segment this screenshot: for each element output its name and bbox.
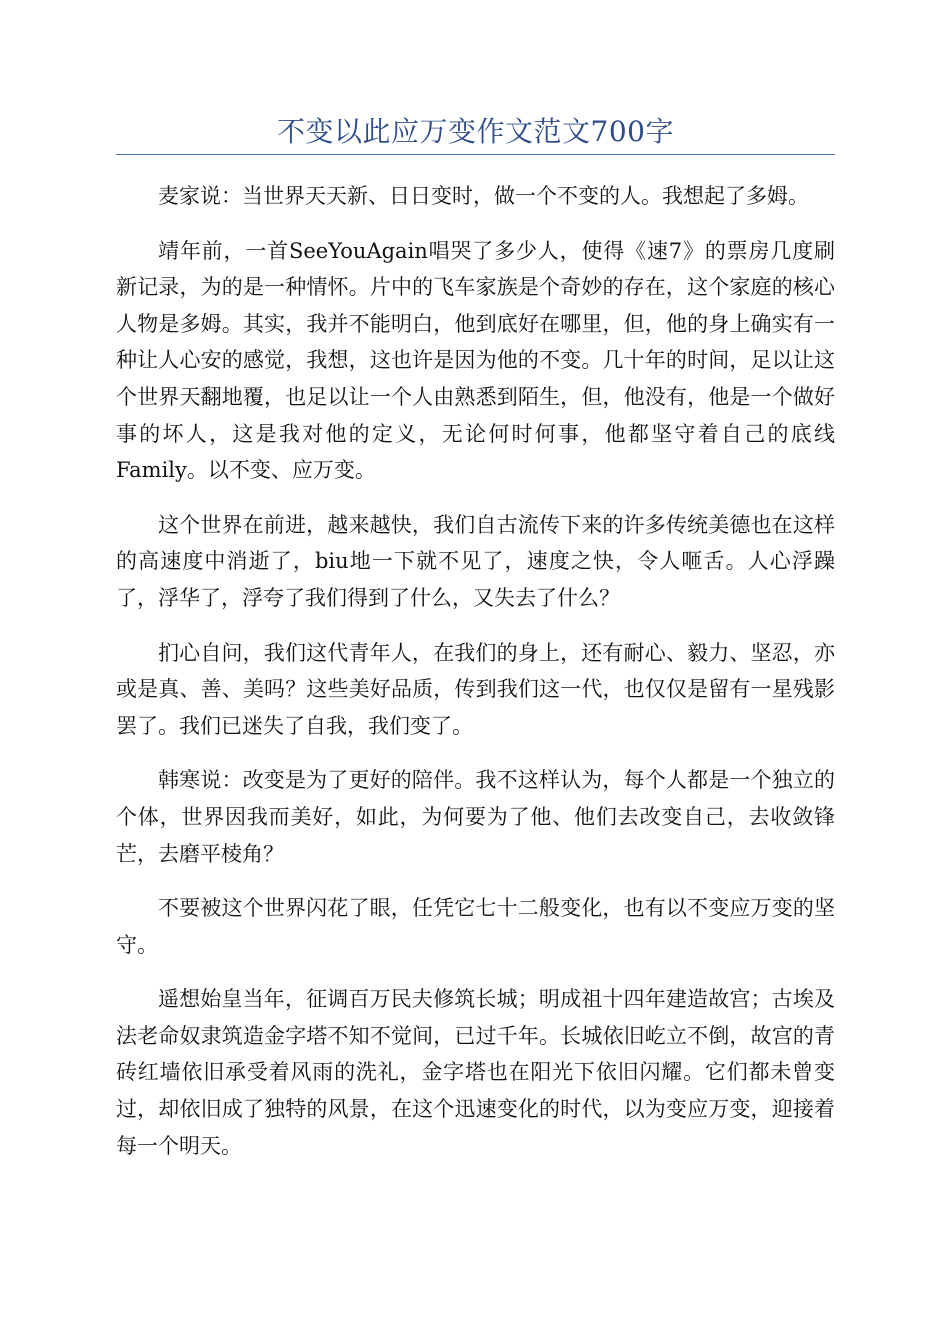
document-body [116, 178, 835, 1182]
paragraph: 麦家说：当世界天天新、日日变时，做一个不变的人。我想起了多姆。 [158, 184, 809, 208]
paragraph: 不要被这个世界闪花了眼，任凭它七十二般变化，也有以不变应万变的坚守。 [116, 896, 835, 957]
paragraph: 这个世界在前进，越来越快，我们自古流传下来的许多传统美德也在这样的高速度中消逝了，biu地一下就不见了，速度之快，令人咂舌。人心浮躁了，浮华了，浮夸了我们得到了什么，又失去了什么？ [116, 512, 835, 610]
paragraph: 扪心自问，我们这代青年人，在我们的身上，还有耐心、毅力、坚忍，亦或是真、善、美吗？这些美好品质，传到我们这一代，也仅仅是留有一星残影罢了。我们已迷失了自我，我们变了。 [116, 640, 835, 738]
paragraph: 韩寒说：改变是为了更好的陪伴。我不这样认为，每个人都是一个独立的个体，世界因我而美好，如此，为何要为了他、他们去改变自己，去收敛锋芒，去磨平棱角？ [116, 768, 835, 866]
paragraph: 靖年前，一首SeeYouAgain唱哭了多少人，使得《速7》的票房几度刷新记录，为的是一种情怀。片中的飞车家族是个奇妙的存在，这个家庭的核心人物是多姆。其实，我并不能明白，他到底好在哪里，但，他的身上确实有一种让人心安的感觉，我想，这也许是因为他的不变。几十年的时间，足以让这个世界天翻地覆，也足以让一个人由熟悉到陌生，但，他没有，他是一个做好事的坏人，这是我对他的定义，无论何时何事，他都坚守着自己的底线Family。以不变、应万变。 [116, 238, 835, 483]
document-title: 不变以此应万变作文范文700字 [277, 115, 674, 148]
title-underline [116, 154, 835, 155]
paragraph: 遥想始皇当年，征调百万民夫修筑长城；明成祖十四年建造故宫；古埃及法老命奴隶筑造金字塔不知不觉间，已过千年。长城依旧屹立不倒，故宫的青砖红墙依旧承受着风雨的洗礼，金字塔也在阳光下依旧闪耀。它们都未曾变过，却依旧成了独特的风景，在这个迅速变化的时代，以为变应万变，迎接着每一个明天。 [116, 987, 835, 1158]
